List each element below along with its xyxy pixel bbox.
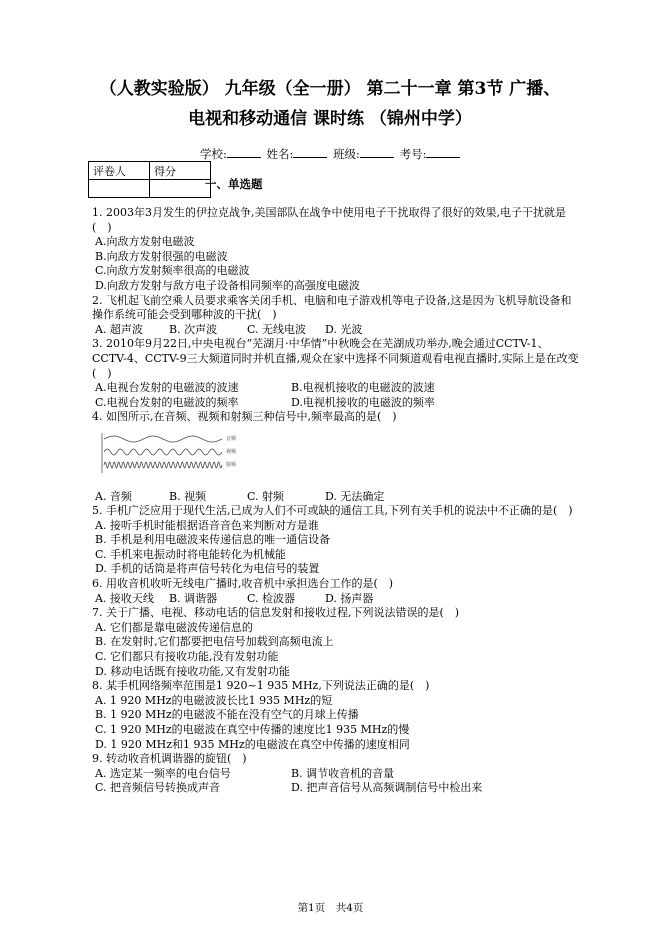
option-b[interactable]: B. 调谐器: [169, 591, 218, 605]
audio-wave: [104, 436, 222, 442]
option-a[interactable]: A. 选定某一频率的电台信号: [95, 766, 231, 780]
page-footer: 第1页 共4页: [297, 902, 364, 914]
question-stem: 7. 关于广播、电视、移动电话的信息发射和接收过程,下列说法错误的是( ): [92, 606, 460, 620]
option-c[interactable]: C. 1 920 MHz的电磁波在真空中传播的速度比1 935 MHz的慢: [95, 723, 410, 736]
name-blank[interactable]: [293, 147, 327, 158]
options-row: [92, 490, 582, 505]
option-d[interactable]: D. 把声音信号从高频调制信号中检出来: [291, 781, 483, 795]
question-9: [92, 752, 582, 796]
option-a[interactable]: A. 接收天线: [95, 591, 154, 605]
option-a[interactable]: A. 它们都是靠电磁波传递信息的: [95, 620, 253, 634]
option-a[interactable]: A. 音频: [95, 489, 132, 503]
radio-label: 射频: [226, 461, 237, 468]
options-row: [92, 323, 582, 338]
question-3: [92, 337, 582, 410]
options-row: [92, 396, 582, 411]
score-table: [88, 161, 211, 198]
options-row: [92, 592, 582, 607]
option-c[interactable]: C. 无线电波: [247, 322, 307, 336]
option-b[interactable]: B. 调节收音机的音量: [291, 766, 395, 780]
score-cell[interactable]: [150, 180, 211, 198]
option-b[interactable]: B. 手机是利用电磁波来传递信息的唯一通信设备: [95, 533, 331, 547]
option-b[interactable]: B. 在发射时,它们都要把电信号加载到高频电流上: [95, 635, 334, 649]
option-d[interactable]: D. 无法确定: [325, 489, 385, 503]
option-c[interactable]: C.向敌方发射频率很高的电磁波: [95, 264, 250, 278]
question-stem: 4. 如图所示,在音频、视频和射频三种信号中,频率最高的是( ): [92, 410, 397, 424]
option-d[interactable]: D.电视机接收的电磁波的频率: [291, 395, 435, 409]
option-c[interactable]: C. 手机来电振动时将电能转化为机械能: [95, 547, 287, 561]
exam-title: [90, 74, 570, 134]
option-c[interactable]: C. 射频: [247, 489, 285, 503]
option-c[interactable]: C. 它们都只有接收功能,没有发射功能: [95, 650, 279, 664]
video-wave: [104, 449, 222, 455]
option-d[interactable]: D.向敌方发射与敌方电子设备相同频率的高强度电磁波: [95, 278, 360, 292]
question-6: [92, 577, 582, 606]
grader-cell[interactable]: [89, 180, 150, 198]
option-a[interactable]: A. 超声波: [95, 322, 143, 336]
option-a[interactable]: A.向敌方发射电磁波: [95, 235, 195, 249]
school-blank[interactable]: [227, 147, 261, 158]
option-b[interactable]: B. 视频: [169, 489, 207, 503]
option-c[interactable]: C.电视台发射的电磁波的频率: [95, 395, 239, 409]
number-blank[interactable]: [426, 147, 460, 158]
question-stem: 3. 2010年9月22日,中央电视台“芜湖月·中华情”中秋晚会在芜湖成功举办,晚会通过CCTV-1、CCTV-4、CCTV-9三大频道同时并机直播,观众在家中选择不同频道观看电视直播时,实际上是在改变( ): [92, 337, 579, 380]
option-d[interactable]: D. 光波: [325, 322, 363, 336]
option-b[interactable]: B.向敌方发射很强的电磁波: [95, 249, 228, 263]
option-d[interactable]: D. 扬声器: [325, 591, 374, 605]
option-b[interactable]: B.电视机接收的电磁波的波速: [291, 381, 435, 395]
student-info-line: [200, 146, 462, 162]
question-stem: 2. 飞机起飞前空乘人员要求乘客关闭手机、电脑和电子游戏机等电子设备,这是因为飞机导航设备和操作系统可能会受到哪种波的干扰( ): [92, 293, 572, 322]
question-8: [92, 679, 582, 752]
options-row: [92, 767, 582, 782]
radio-wave: [104, 462, 222, 468]
name-label: 姓名:: [266, 147, 294, 161]
question-7: [92, 606, 582, 679]
title-line-1: （人教实验版） 九年级（全一册） 第二十一章 第3节 广播、: [99, 79, 561, 99]
question-stem: 8. 某手机网络频率范围是1 920~1 935 MHz,下列说法正确的是( ): [92, 679, 430, 693]
question-stem: 6. 用收音机收听无线电广播时,收音机中承担选台工作的是( ): [92, 577, 394, 591]
question-4: [92, 410, 582, 504]
option-d[interactable]: D. 1 920 MHz和1 935 MHz的电磁波在真空中传播的速度相同: [95, 737, 410, 751]
section-heading: 一、单选题: [205, 177, 263, 191]
number-label: 考号:: [399, 147, 427, 161]
question-list: [92, 206, 582, 796]
option-c[interactable]: C. 检波器: [247, 591, 296, 605]
school-label: 学校:: [200, 147, 227, 161]
option-d[interactable]: D. 移动电话既有接收功能,又有发射功能: [95, 664, 290, 678]
audio-label: 音频: [226, 435, 237, 442]
option-d[interactable]: D. 手机的话筒是将声信号转化为电信号的装置: [95, 562, 320, 576]
question-stem: 1. 2003年3月发生的伊拉克战争,美国部队在战争中使用电子干扰取得了很好的效果,电子干扰就是( ): [92, 206, 566, 234]
video-label: 视频: [226, 448, 237, 455]
option-a[interactable]: A. 接听手机时能根据语音音色来判断对方是谁: [95, 518, 319, 532]
question-2: [92, 294, 582, 338]
signal-waves-figure: [98, 431, 298, 475]
class-blank[interactable]: [360, 147, 394, 158]
class-label: 班级:: [333, 147, 360, 161]
score-label: 得分: [150, 162, 211, 180]
option-b[interactable]: B. 1 920 MHz的电磁波不能在没有空气的月球上传播: [95, 708, 359, 722]
question-1: [92, 206, 582, 294]
option-a[interactable]: A.电视台发射的电磁波的波速: [95, 381, 239, 395]
grader-label: 评卷人: [89, 162, 150, 180]
option-b[interactable]: B. 次声波: [169, 322, 218, 336]
question-stem: 9. 转动收音机调谐器的旋钮( ): [92, 752, 247, 766]
question-5: [92, 504, 582, 577]
options-row: [92, 781, 582, 796]
question-stem: 5. 手机广泛应用于现代生活,已成为人们不可或缺的通信工具,下列有关手机的说法中不正确的是( ): [92, 504, 573, 518]
options-row: [92, 381, 582, 396]
option-a[interactable]: A. 1 920 MHz的电磁波波长比1 935 MHz的短: [95, 693, 333, 707]
option-c[interactable]: C. 把音频信号转换成声音: [95, 781, 221, 795]
title-line-2: 电视和移动通信 课时练 （锦州中学）: [188, 109, 472, 129]
